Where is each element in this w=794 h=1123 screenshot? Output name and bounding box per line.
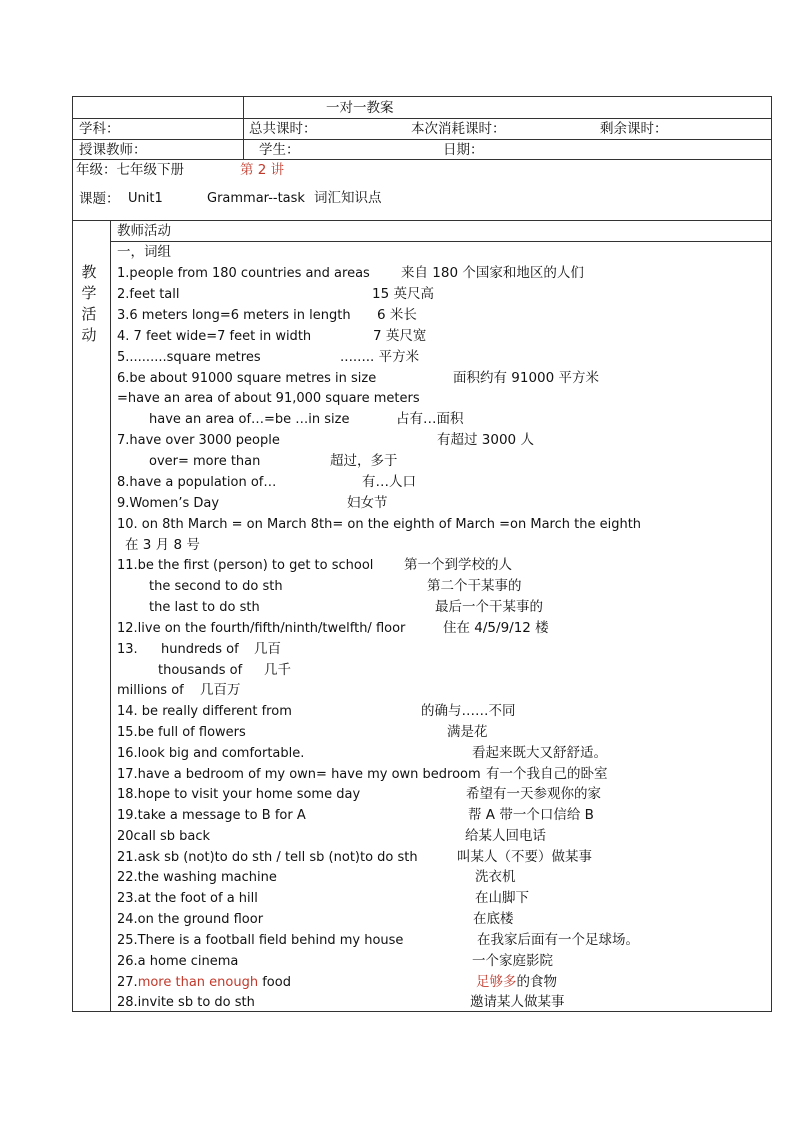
item-zh: 帮 A 带一个口信给 B	[468, 807, 594, 823]
item-en: the last to do sth	[149, 600, 260, 615]
phrase-tail-zh: 的食物	[516, 974, 557, 990]
item-zh: 看起来既大又舒舒适。	[472, 745, 607, 761]
row-divider	[72, 118, 772, 119]
topic-section: Grammar--task	[207, 191, 305, 206]
item-zh: 占有…面积	[396, 411, 464, 427]
highlight-phrase: more than enough	[137, 975, 259, 990]
item-en: the second to do sth	[149, 579, 283, 594]
item-zh: ........ 平方米	[340, 349, 420, 365]
item-number: 27.	[117, 975, 138, 990]
item-en: 18.hope to visit your home some day	[117, 787, 361, 802]
item-zh: 几百万	[200, 682, 241, 698]
side-label-char: 活	[81, 305, 97, 323]
item-en: 26.a home cinema	[117, 954, 239, 969]
item-zh-row-27	[476, 974, 557, 990]
item-zh: 超过，多于	[330, 453, 398, 469]
column-divider	[243, 96, 244, 159]
item-en: 21.ask sb (not)to do sth / tell sb (not)to do sth	[117, 850, 418, 865]
item-en: 5..........square metres	[117, 350, 261, 365]
item-en: 28.invite sb to do sth	[117, 995, 255, 1010]
item-en: 12.live on the fourth/fifth/ninth/twelfth/ floor	[117, 621, 406, 636]
item-en: 23.at the foot of a hill	[117, 891, 258, 906]
item-zh: 第一个到学校的人	[404, 557, 512, 573]
item-en: 7.have over 3000 people	[117, 433, 280, 448]
row-divider	[72, 159, 772, 160]
item-zh: 妇女节	[347, 495, 388, 511]
item-zh: 几百	[254, 641, 281, 657]
item-zh: 的确与……不同	[421, 703, 516, 719]
total-hours-label: 总共课时：	[249, 121, 317, 137]
item-en: =have an area of about 91,000 square meters	[117, 391, 420, 406]
item-zh: 住在 4/5/9/12 楼	[443, 620, 549, 636]
column-divider	[110, 220, 111, 1012]
item-zh: 几千	[264, 662, 291, 678]
item-zh: 给某人回电话	[465, 828, 546, 844]
item-en: 13.	[117, 642, 138, 657]
item-en: have an area of…=be …in size	[149, 412, 350, 427]
teaching-activity-side-label	[80, 262, 98, 346]
row-divider	[110, 241, 772, 242]
student-label: 学生：	[259, 142, 300, 158]
side-label-char: 教	[81, 263, 97, 281]
item-zh: 在山脚下	[475, 890, 529, 906]
item-zh: 在 3 月 8 号	[125, 537, 200, 553]
item-zh: 第二个干某事的	[427, 578, 522, 594]
item-en: 17.have a bedroom of my own= have my own bedroom	[117, 767, 481, 782]
topic-unit: Unit1	[128, 191, 163, 206]
item-en: 14. be really different from	[117, 704, 292, 719]
remaining-hours-label: 剩余课时：	[600, 121, 668, 137]
item-en: 4. 7 feet wide=7 feet in width	[117, 329, 312, 344]
item-en: 15.be full of flowers	[117, 725, 246, 740]
item-zh: 一个家庭影院	[472, 953, 553, 969]
item-zh: 有…人口	[362, 474, 416, 490]
item-zh: 叫某人（不要）做某事	[457, 849, 592, 865]
item-en: 6.be about 91000 square metres in size	[117, 371, 377, 386]
item-en: 24.on the ground floor	[117, 912, 264, 927]
item-zh: 希望有一天参观你的家	[466, 786, 601, 802]
item-en: 3.6 meters long=6 meters in length	[117, 308, 351, 323]
highlight-phrase-zh: 足够多	[476, 974, 517, 990]
item-zh: 6 米长	[377, 307, 417, 323]
row-divider	[72, 139, 772, 140]
item-en: 9.Women’s Day	[117, 496, 220, 511]
side-label-char: 学	[81, 284, 97, 302]
row-divider	[72, 220, 772, 221]
item-en: 10. on 8th March = on March 8th= on the eighth of March =on March the eighth	[117, 517, 642, 532]
item-en: over= more than	[149, 454, 261, 469]
plan-title: 一对一教案	[326, 100, 394, 116]
item-en: 22.the washing machine	[117, 870, 277, 885]
teacher-activity-header: 教师活动	[117, 223, 171, 239]
topic-label: 课题：	[79, 191, 120, 207]
item-en: 25.There is a football field behind my house	[117, 933, 404, 948]
topic-focus: 词汇知识点	[314, 190, 382, 206]
item-zh: 在我家后面有一个足球场。	[477, 932, 639, 948]
date-label: 日期：	[443, 142, 484, 158]
item-en: 11.be the first (person) to get to school	[117, 558, 374, 573]
side-label-text	[80, 262, 98, 346]
item-zh: 满是花	[447, 724, 488, 740]
item-en: thousands of	[158, 663, 243, 678]
item-zh: 有超过 3000 人	[437, 432, 534, 448]
item-zh: 15 英尺高	[372, 286, 434, 302]
item-en: 2.feet tall	[117, 287, 180, 302]
item-en: millions of	[117, 683, 184, 698]
item-en: hundreds of	[161, 642, 239, 657]
lecture-number: 第 2 讲	[240, 162, 285, 178]
item-en: 8.have a population of…	[117, 475, 277, 490]
item-en: 19.take a message to B for A	[117, 808, 306, 823]
item-zh: 在底楼	[473, 911, 514, 927]
phrase-tail: food	[258, 975, 291, 990]
item-zh: 面积约有 91000 平方米	[453, 370, 600, 386]
subject-label: 学科：	[79, 121, 120, 137]
item-en: 1.people from 180 countries and areas	[117, 266, 370, 281]
consumed-hours-label: 本次消耗课时：	[411, 121, 506, 137]
item-en-row-27	[117, 975, 291, 991]
grade-label: 年级：七年级下册	[76, 162, 184, 178]
item-zh: 邀请某人做某事	[470, 994, 565, 1010]
item-zh: 来自 180 个国家和地区的人们	[401, 265, 584, 281]
teacher-label: 授课教师：	[79, 142, 147, 158]
item-zh: 有一个我自己的卧室	[486, 766, 608, 782]
item-en: 20call sb back	[117, 829, 211, 844]
item-zh: 7 英尺宽	[373, 328, 427, 344]
section-title: 一，词组	[117, 244, 171, 260]
item-zh: 洗衣机	[475, 869, 516, 885]
item-zh: 最后一个干某事的	[435, 599, 543, 615]
side-label-char: 动	[81, 326, 97, 344]
item-en: 16.look big and comfortable.	[117, 746, 305, 761]
